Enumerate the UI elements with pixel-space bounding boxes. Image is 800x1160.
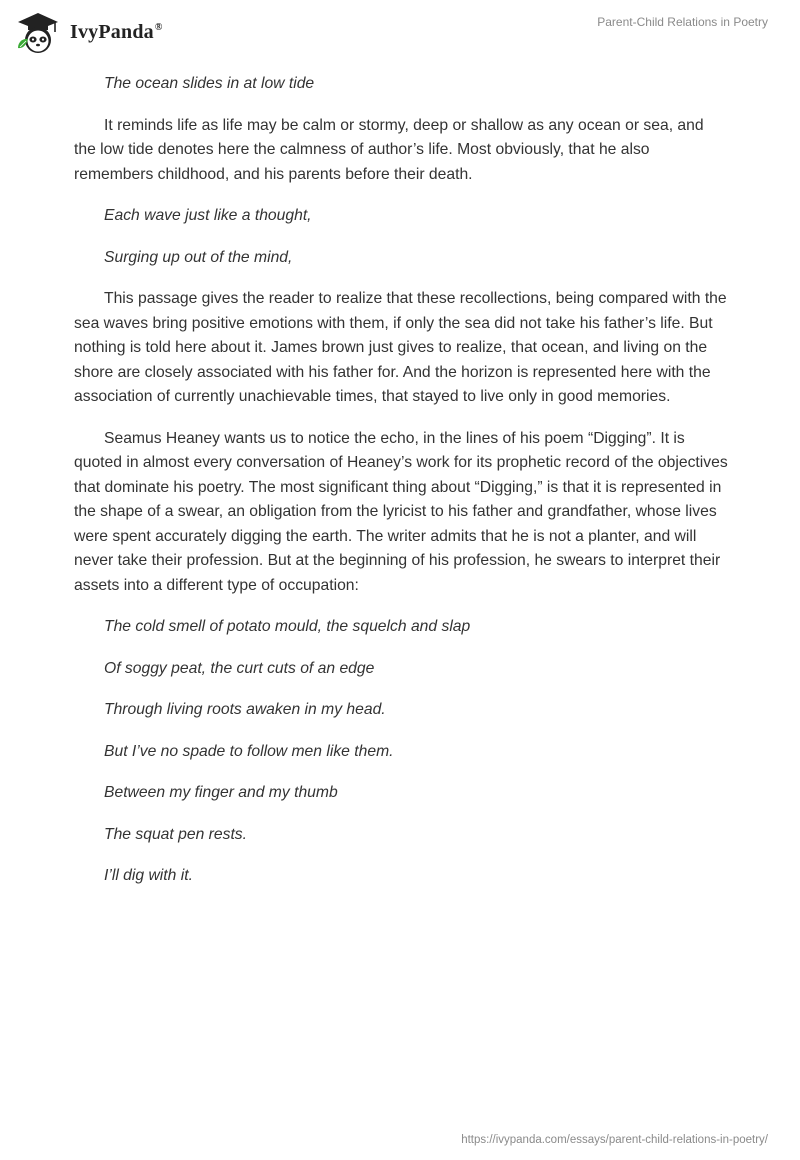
registered-mark: ®	[154, 21, 163, 33]
paragraph: It reminds life as life may be calm or stormy, deep or shallow as any ocean or sea, and the low tide denotes here the calmness of author’s life. Most obviously, that he also remembers childhood, and his parents before their death.	[74, 116, 704, 183]
verse-line: The ocean slides in at low tide	[104, 75, 315, 92]
verse-line: Between my finger and my thumb	[104, 784, 338, 801]
paragraph: This passage gives the reader to realize that these recollections, being compared with the sea waves bring positive emotions with them, if only the sea did not take his father’s life. But nothing is told here about it. James brown just gives to realize, that ocean, and living on the shore are closely associated with his father for. And the horizon is represented here with the association of currently unachievable times, that stayed to live only in good memories.	[74, 290, 727, 405]
essay-body	[74, 70, 728, 889]
verse-line: Of soggy peat, the curt cuts of an edge	[104, 659, 375, 677]
source-url[interactable]: https://ivypanda.com/essays/parent-child-relations-in-poetry/	[461, 1134, 768, 1146]
verse-line: I’ll dig with it.	[104, 867, 193, 884]
page-header	[0, 0, 800, 60]
document-running-title: Parent-Child Relations in Poetry	[597, 15, 768, 29]
verse-line: But I’ve no spade to follow men like them.	[104, 742, 394, 760]
logo-wordmark: IvyPanda®	[70, 20, 163, 43]
verse-line: Surging up out of the mind,	[104, 248, 293, 266]
ivypanda-logo[interactable]	[14, 8, 214, 56]
verse-line: The squat pen rests.	[104, 825, 248, 843]
verse-line: Each wave just like a thought,	[104, 207, 312, 224]
panda-graduation-cap-icon	[14, 8, 62, 56]
verse-line: Through living roots awaken in my head.	[104, 701, 386, 718]
paragraph: Seamus Heaney wants us to notice the echo, in the lines of his poem “Digging”. It is quoted in almost every conversation of Heaney’s work for its prophetic record of the objectives that dominate his poetry. The most significant thing about “Digging,” is that it is represented in the shape of a swear, an obligation from the lyricist to his father and grandfather, whose lives were spent accurately digging the earth. The writer admits that he is not a planter, and will never take their profession. But at the beginning of his profession, he swears to interpret their assets into a different type of occupation:	[74, 429, 728, 594]
verse-line: The cold smell of potato mould, the squelch and slap	[104, 618, 471, 635]
